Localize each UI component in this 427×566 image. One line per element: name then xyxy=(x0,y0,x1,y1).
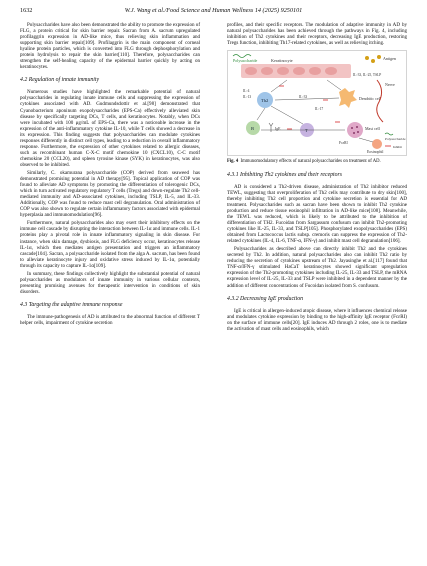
il-top-label: IL-33, IL-25, TSLP xyxy=(353,73,382,78)
ige-label: IgE xyxy=(275,127,281,132)
legend-inhibit-label: Inhibit xyxy=(393,145,403,150)
section-heading-4-3: 4.3 Targeting the adaptive immune response xyxy=(20,301,123,308)
il13-label: IL-13 xyxy=(243,95,252,100)
figure-caption xyxy=(227,159,407,165)
legend-polysaccharide-label: Polysaccharide xyxy=(385,137,406,142)
section-heading-4-3-2: 4.3.2 Decreasing IgE production xyxy=(227,295,304,302)
paragraph: Similarly, C. okamurana polysaccharide (COP) derived from seaweed has demonstrated promising potential in AD therapy[95]. Topical application of COP was found to alleviate AD symptoms by promoting the differentiation of tolerogenic DCs, which in turn activated regulatory regulatory T cells (Tregs) and down-regulate Th2 cell-mediated immunity and AD-associated cytokines, including TSLP, IL-5, and IL-33. Additionally, COP was found to reduce mast cell degranulation. Oral administration of COP was also shown to regulate certain inflammatory factors associated with epidermal hyperplasia and immunomodulation[96]. xyxy=(20,169,200,219)
paragraph: Furthermore, natural polysaccharides also may exert their inhibitory effects on the immune cell cascade by disrupting the interaction between IL-1α and immune cells. IL-1 proteins play a pivotal role in innate inflammatory signaling in skin disease. For instance, when skin damage, dysbiosis, and FLG deficiency occur, keratinocytes release IL-1α, which then mediates antigen presentation and triggers an inflammatory cascade[104]. Sacran, a polysaccharide isolated from the alga A. sacrum, has been found to alleviate keratinocyte injury and oxidative stress induced by IL-1α, potentially through its capacity to capture IL-1α[109]. xyxy=(20,220,200,269)
dendritic-cell-label: Dendritic cell xyxy=(359,96,381,102)
paragraph: Polysaccharides have also been demonstrated the ability to promote the expression of FLG, a protein critical for skin barrier repair. Sacran from A. sacrum upregulated profilaggrin expression in AD-like mice, thus relieving skin inflammation and supporting skin barrier repair[109]. Profilaggrin is the main component of corneal hyaline protein particles, which is converted into FLG through dephosphorylation and protein hydrolysis to repair the skin barrier[110]. Therefore, polysaccharides can strengthen the self-healing capacity of the epidermal barrier quickly by acting on keratinocytes. xyxy=(20,22,200,71)
mast-cell xyxy=(347,122,363,138)
nerve-label: Nerve xyxy=(385,82,395,88)
polysaccharide-label: Polysaccharide xyxy=(233,58,258,64)
th2-label: Th2 xyxy=(261,98,269,104)
paragraph: The immune-pathogenesis of AD is attributed to the abnormal function of different T helper cells, impairment of cytokine secretion xyxy=(20,313,200,326)
il33-label: IL-33 xyxy=(299,95,308,100)
fcer-label: FcεRI xyxy=(339,141,348,146)
paragraph: profiles, and their specific receptors. The modulation of adaptive immunity in AD by natural polysaccharides has been achieved through the pathways in Fig. 4, including inhibition of Th2 cytokines and their receptors, decreasing IgE production, restoring Tregs function, inhibiting Th17-related cytokines, as well as relieving itching. xyxy=(227,22,407,47)
figure-caption-text: Immunomodulatory effects of natural polysaccharides on treatment of AD. xyxy=(240,159,381,165)
section-heading-4-2: 4.2 Regulation of innate immunity xyxy=(20,77,100,84)
t-cell-label: T xyxy=(305,128,308,134)
il17-label: IL-17 xyxy=(315,107,324,112)
page-header xyxy=(20,7,407,16)
eosinophil-cell xyxy=(372,139,382,149)
journal-citation: W.J. Wang et al./Food Science and Human Wellness 14 (2025) 9250101 xyxy=(124,7,303,14)
eosinophil-label: Eosinophil xyxy=(367,150,384,155)
section-heading-4-3-1: 4.3.1 Inhibiting Th2 cytokines and their receptors xyxy=(227,171,343,178)
page-number: 1632 xyxy=(20,7,33,14)
paragraph: Polysaccharides as described above can directly inhibit Th2 and the cytokines secreted by Th2. In addition, natural polysaccharides also can inhibit Th2 ratio by reducing the secretion of cytokines upstream of Th2. Jayasinghe et al.[117] found that TNF-α/IFN-γ stimulated HaCaT keratinocytes showed significant upregulation expression of the Th2-promoting cytokines including IL-25, IL-33 and TSLP, the mRNA expression level of IL-25, IL-33 and TSLP were inhibited in a dependent manner by the addition of different concentrations of Fucoidan isolated from S. confusum. xyxy=(227,246,407,289)
b-cell-label: B xyxy=(251,126,255,132)
left-column xyxy=(20,22,200,328)
paragraph: AD is considered a Th2-driven disease, administration of Th2 inhibitor reduced TEWL, suggesting that overproliferation of Th2 cells may contribute to dry skin[100], thereby inhibiting Th2 cell proportion and cytokine secretion is essential for AD treatment. Polysaccharides such as sacran have been shown to inhibit Th2 cytokine production and reduce tissue eosinophil infiltration in AD-like mice[108]. Meanwhile, the TEWL was reduced, which is likely to be attributed to the inhibition of differentiation of TH2. Fucoidan from Sargassum confusum can inhibit Th2-promoting cytokines like IL-25, IL-33, and TSLP[105]. Phosphorylated exopolysaccharides (EPS) obtained from Lactococcus lactis subsp. cremoris can suppress the expression of Th2-related cytokines (IL-4, IL-6, TNF-α, IFN-γ) and inhibit mast cell degranulation[106]. xyxy=(227,183,407,245)
figure-4-diagram xyxy=(227,50,407,156)
paragraph: IgE is critical in allergen-induced atopic disease, where it influences chemical release and modulates cytokine expression by binding to the high-affinity IgE receptor (FcεRI) on the surface of immune cells[20]. IgE induces AD through 2 roles, one is to mediate the activation of mast cells and eosinophils, which xyxy=(227,307,407,332)
figure-4 xyxy=(227,50,407,156)
figure-caption-label: Fig. 4 xyxy=(227,159,239,165)
keratinocyte-label: Keratinocyte xyxy=(271,58,293,64)
il4-label: IL-4 xyxy=(243,89,250,94)
right-column xyxy=(227,22,407,334)
paragraph: In summary, these findings collectively highlight the substantial potential of natural polysaccharides as modulators of innate immunity in various cellular contexts, presenting promising avenues for therapeutic intervention in conditions of skin disorders. xyxy=(20,270,200,295)
antigen-label: Antigen xyxy=(383,56,396,62)
paragraph: Numerous studies have highlighted the remarkable potential of natural polysaccharides in regulating innate immune cells and suppressing the expression of cytokines associated with AD. Gudmundsdottir et al.[98] demonstrated that Cyanobacterium aponinum exopolysaccharides (EPS-Ca) effectively alleviated skin disease by specifically targeting DCs, T cells, and keratinocytes. Notably, when DCs were incubated with 100 μg/mL of EPS-Ca, there was a noticeable increase in the expression of the anti-inflammatory cytokine IL-10, while T cells showed a decrease in its expression. This finding suggests that polysaccharides can modulate cytokines responses differently in distinct cell types, leading to a reduction in overall inflammatory response. Furthermore, the expression of other cytokines related to allergic diseases, such as recombinant human C-X-C motif chemokine 10 (CXCL10), C-C motif chemokine 20 (CCL20), and spleen tyrosine kinase (SYK) in keratinocytes, was also observed to be inhibited. xyxy=(20,89,200,168)
mast-cell-label: Mast cell xyxy=(365,126,380,132)
